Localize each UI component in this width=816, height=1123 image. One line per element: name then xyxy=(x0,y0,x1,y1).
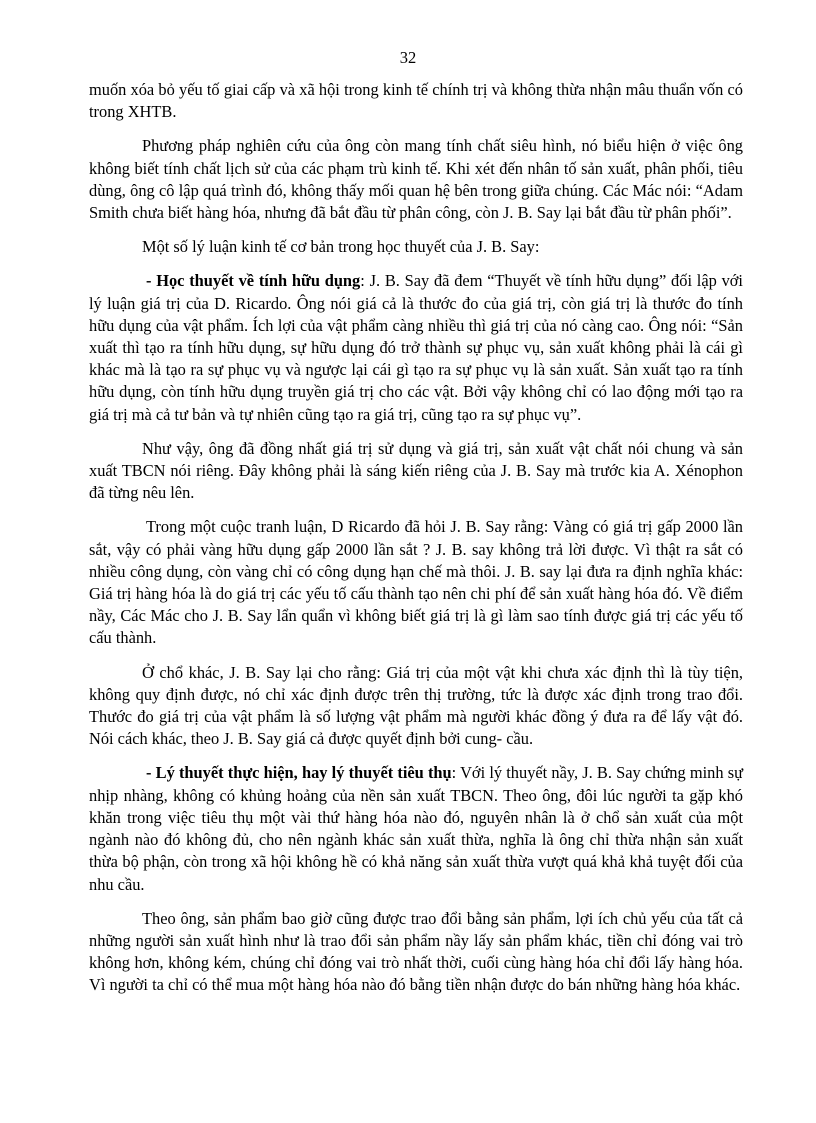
paragraph-1: muốn xóa bỏ yếu tố giai cấp và xã hội trong kinh tế chính trị và không thừa nhận mâu thuẩn vốn có trong XHTB. xyxy=(89,80,743,122)
paragraph-utility-theory xyxy=(89,270,743,425)
paragraph-consumption-theory xyxy=(89,762,743,895)
paragraph-9: Theo ông, sản phẩm bao giờ cũng được trao đổi bằng sản phẩm, lợi ích chủ yếu của tất cả những người sản xuất hình như là trao đổi sản phẩm nầy lấy sản phẩm khác, tiền chỉ đóng vai trò không hơn, không kém, chúng chỉ đóng vai trò nhất thời, cuối cùng hàng hóa chỉ đổi lấy hàng hóa. Vì người ta chỉ có thể mua một hàng hóa nào đó bằng tiền nhận được do bán những hàng hóa khác. xyxy=(89,908,743,995)
page-number: 32 xyxy=(399,48,417,67)
paragraph-5: Như vậy, ông đã đồng nhất giá trị sử dụng và giá trị, sản xuất vật chất nói chung và sản xuất TBCN nói riêng. Đây không phải là sáng kiến riêng của J. B. Say mà trước kia A. Xénophon đã từng nêu lên. xyxy=(89,438,743,503)
paragraph-7: Ở chổ khác, J. B. Say lại cho rằng: Giá trị của một vật khi chưa xác định thì là tùy tiện, không quy định được, nó chỉ xác định được trên thị trường, tức là được xác định trong trao đổi. Thước đo giá trị của vật phẩm là số lượng vật phẩm mà người khác đồng ý đưa ra để lấy vật đó. Nói cách khác, theo J. B. Say giá cả được quyết định bởi cung- cầu. xyxy=(89,662,743,749)
consumption-theory-heading: - Lý thuyết thực hiện, hay lý thuyết tiêu thụ xyxy=(146,763,452,783)
paragraph-3: Một số lý luận kinh tế cơ bản trong học thuyết của J. B. Say: xyxy=(142,237,540,257)
utility-theory-heading: - Học thuyết về tính hữu dụng xyxy=(146,271,361,291)
consumption-theory-body: : Với lý thuyết nầy, J. B. Say chứng minh sự nhịp nhàng, không có khủng hoảng của nền sản xuất TBCN. Theo ông, đôi lúc người ta gặp khó khăn trong việc tiêu thụ một vài thứ hàng hóa nào đó, nguyên nhân là ở chổ sản xuất của một ngành nào đó không đủ, cho nên ngành khác sản xuất thừa, nghĩa là ông chỉ thừa nhận sản xuất thừa bộ phận, còn trong xã hội không hề có khả năng sản xuất thừa vượt quá khả khả tuyệt đối của nhu cầu. xyxy=(89,763,743,894)
utility-theory-body: : J. B. Say đã đem “Thuyết về tính hữu dụng” đối lập với lý luận giá trị của D. Ricardo. Ông nói giá cả là thước đo của giá trị, còn giá trị là thước đo tính hữu dụng của vật phẩm. Ích lợi của vật phẩm càng nhiều thì giá trị của nó càng cao. Ông nói: “Sản xuất thì tạo ra tính hữu dụng, sự hữu dụng đó trở thành sự phục vụ, sản xuất không phải là cái gì khác mà là tạo ra sự phục vụ và ngược lại cái gì tạo ra sự phục vụ là sản xuất. Sản xuất tạo ra tính hữu dụng, còn tính hữu dụng truyền giá trị cho các vật. Bởi vậy không chỉ có lao động mới tạo ra giá trị mà cả tư bản và tự nhiên cũng tạo ra giá trị, cũng tạo ra sự phục vụ”. xyxy=(89,271,743,424)
paragraph-2: Phương pháp nghiên cứu của ông còn mang tính chất siêu hình, nó biểu hiện ở việc ông không biết tính chất lịch sử của các phạm trù kinh tế. Khi xét đến nhân tố sản xuất, phân phối, tiêu dùng, ông cô lập quá trình đó, không thấy mối quan hệ bên trong giữa chúng. Các Mác nói: “Adam Smith chưa biết hàng hóa, nhưng đã bắt đầu từ phân công, còn J. B. Say lại bắt đầu từ phân phối”. xyxy=(89,136,743,223)
page-body xyxy=(89,79,743,1009)
paragraph-6: Trong một cuộc tranh luận, D Ricardo đã hỏi J. B. Say rằng: Vàng có giá trị gấp 2000 lần sắt, vậy có phải vàng hữu dụng gấp 2000 lần sắt ? J. B. say không trả lời được. Vì thật ra sắt có nhiều công dụng, còn vàng chỉ có công dụng hạn chế mà thôi. J. B. say lại đưa ra định nghĩa khác: Giá trị hàng hóa là do giá trị các yếu tố cấu thành tạo nên chi phí để sản xuất hàng hóa đó. Về điểm nầy, Các Mác cho J. B. Say lẩn quẩn vì không biết giá trị là gì làm sao tính được giá trị các yếu tố cấu thành. xyxy=(89,517,743,648)
